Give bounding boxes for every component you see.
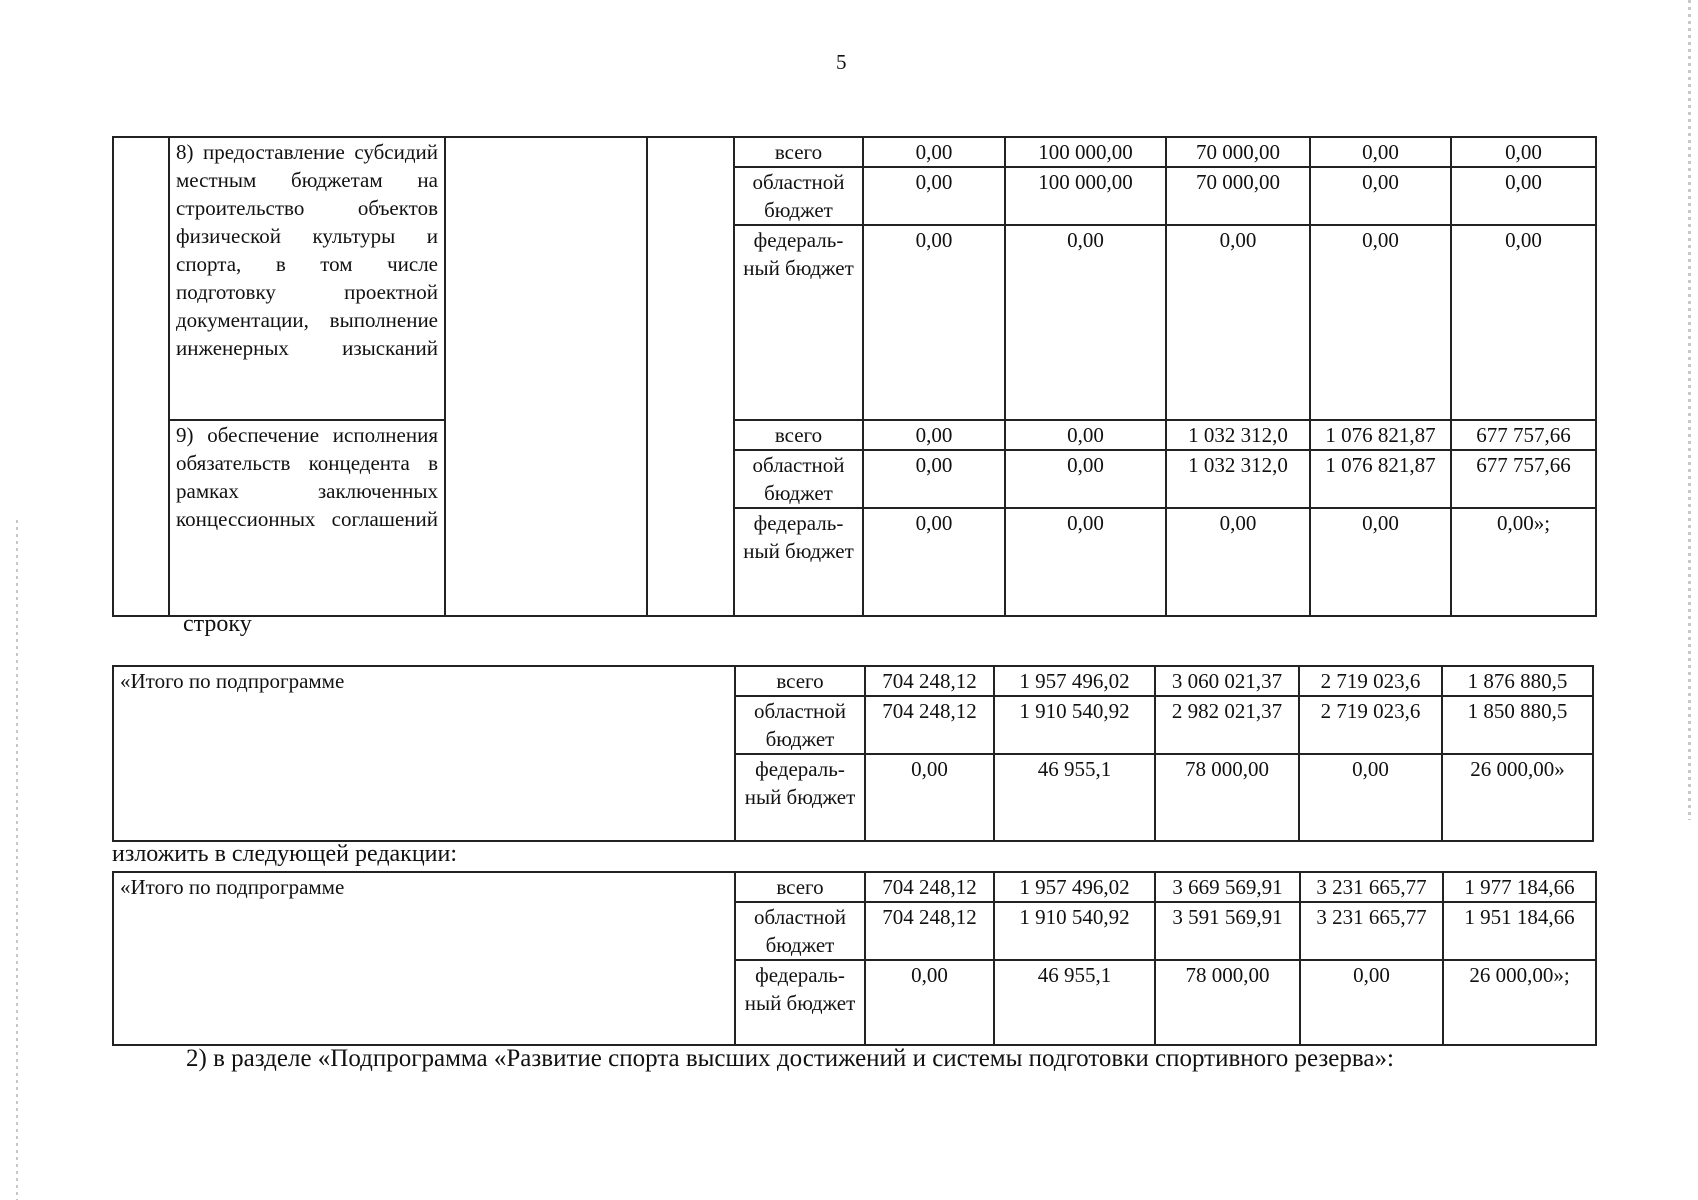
value-cell: 100 000,00	[1005, 137, 1166, 167]
row-kind: федераль-ный бюджет	[735, 754, 865, 841]
value-cell: 704 248,12	[865, 902, 994, 960]
value-cell: 78 000,00	[1155, 754, 1299, 841]
value-cell: 2 719 023,6	[1299, 696, 1442, 754]
value-cell: 1 032 312,0	[1166, 450, 1310, 508]
row-kind: федераль-ный бюджет	[734, 225, 863, 420]
value-cell: 0,00	[863, 420, 1005, 450]
value-cell: 1 076 821,87	[1310, 450, 1451, 508]
value-cell: 1 876 880,5	[1442, 666, 1593, 696]
value-cell: 0,00	[1451, 137, 1596, 167]
value-cell: 1 076 821,87	[1310, 420, 1451, 450]
new-total-table	[112, 871, 1597, 1046]
value-cell: 0,00	[863, 167, 1005, 225]
value-cell: 1 957 496,02	[994, 872, 1155, 902]
empty-cell	[445, 137, 647, 616]
text-stroku: строку	[183, 611, 252, 637]
value-cell: 0,00	[1005, 225, 1166, 420]
value-cell: 100 000,00	[1005, 167, 1166, 225]
text-izlozhit: изложить в следующей редакции:	[112, 841, 458, 867]
total-title: «Итого по подпрограмме	[113, 872, 735, 1045]
value-cell: 0,00	[1005, 508, 1166, 616]
page-number: 5	[836, 50, 847, 74]
row-kind: всего	[735, 666, 865, 696]
value-cell: 0,00	[863, 137, 1005, 167]
value-cell: 3 231 665,77	[1300, 872, 1443, 902]
value-cell: 46 955,1	[994, 960, 1155, 1045]
row-kind: федераль-ный бюджет	[734, 508, 863, 616]
value-cell: 0,00	[1310, 225, 1451, 420]
old-total-table	[112, 665, 1594, 842]
empty-cell	[647, 137, 734, 616]
value-cell: 0,00	[863, 225, 1005, 420]
value-cell: 3 060 021,37	[1155, 666, 1299, 696]
value-cell: 0,00	[863, 508, 1005, 616]
value-cell: 0,00	[1005, 450, 1166, 508]
value-cell: 1 910 540,92	[994, 902, 1155, 960]
measure-9-description: 9) обеспечение исполнения обязательств концедента в рамках заключенных концессионных соглашений	[169, 420, 445, 616]
total-title: «Итого по подпрограмме	[113, 666, 735, 841]
value-cell: 704 248,12	[865, 696, 994, 754]
row-kind: всего	[735, 872, 865, 902]
value-cell: 1 910 540,92	[994, 696, 1155, 754]
value-cell: 0,00	[1310, 137, 1451, 167]
value-cell: 3 669 569,91	[1155, 872, 1300, 902]
value-cell: 677 757,66	[1451, 420, 1596, 450]
measures-table	[112, 136, 1597, 617]
scan-edge-mark	[16, 520, 18, 1200]
empty-cell	[113, 137, 169, 616]
value-cell: 70 000,00	[1166, 167, 1310, 225]
value-cell: 1 951 184,66	[1443, 902, 1596, 960]
value-cell: 3 591 569,91	[1155, 902, 1300, 960]
value-cell: 704 248,12	[865, 872, 994, 902]
value-cell: 677 757,66	[1451, 450, 1596, 508]
value-cell: 0,00	[1300, 960, 1443, 1045]
row-kind: областной бюджет	[734, 167, 863, 225]
value-cell: 0,00	[1451, 225, 1596, 420]
value-cell: 0,00	[1310, 508, 1451, 616]
scan-edge-mark	[1688, 0, 1691, 820]
value-cell: 3 231 665,77	[1300, 902, 1443, 960]
table-row	[113, 137, 1596, 167]
value-cell: 1 850 880,5	[1442, 696, 1593, 754]
table-row	[113, 420, 1596, 450]
value-cell: 0,00	[1310, 167, 1451, 225]
value-cell: 0,00	[1166, 508, 1310, 616]
value-cell: 0,00»;	[1451, 508, 1596, 616]
value-cell: 704 248,12	[865, 666, 994, 696]
value-cell: 0,00	[1451, 167, 1596, 225]
value-cell: 1 032 312,0	[1166, 420, 1310, 450]
value-cell: 0,00	[865, 960, 994, 1045]
value-cell: 1 957 496,02	[994, 666, 1155, 696]
row-kind: всего	[734, 137, 863, 167]
value-cell: 0,00	[865, 754, 994, 841]
table-row	[113, 872, 1596, 902]
value-cell: 46 955,1	[994, 754, 1155, 841]
row-kind: федераль-ный бюджет	[735, 960, 865, 1045]
section-heading: 2) в разделе «Подпрограмма «Развитие спорта высших достижений и системы подготовки спортивного резерва»:	[186, 1045, 1394, 1072]
row-kind: областной бюджет	[734, 450, 863, 508]
value-cell: 2 719 023,6	[1299, 666, 1442, 696]
value-cell: 0,00	[1299, 754, 1442, 841]
value-cell: 1 977 184,66	[1443, 872, 1596, 902]
row-kind: всего	[734, 420, 863, 450]
value-cell: 70 000,00	[1166, 137, 1310, 167]
value-cell: 2 982 021,37	[1155, 696, 1299, 754]
measure-8-description: 8) предоставление субсидий местным бюджетам на строительство объектов физической культуры и спорта, в том числе подготовку проектной документации, выполнение инженерных изысканий	[169, 137, 445, 420]
value-cell: 0,00	[863, 450, 1005, 508]
row-kind: областной бюджет	[735, 902, 865, 960]
row-kind: областной бюджет	[735, 696, 865, 754]
value-cell: 0,00	[1005, 420, 1166, 450]
value-cell: 0,00	[1166, 225, 1310, 420]
value-cell: 26 000,00»	[1442, 754, 1593, 841]
value-cell: 26 000,00»;	[1443, 960, 1596, 1045]
table-row	[113, 666, 1593, 696]
value-cell: 78 000,00	[1155, 960, 1300, 1045]
